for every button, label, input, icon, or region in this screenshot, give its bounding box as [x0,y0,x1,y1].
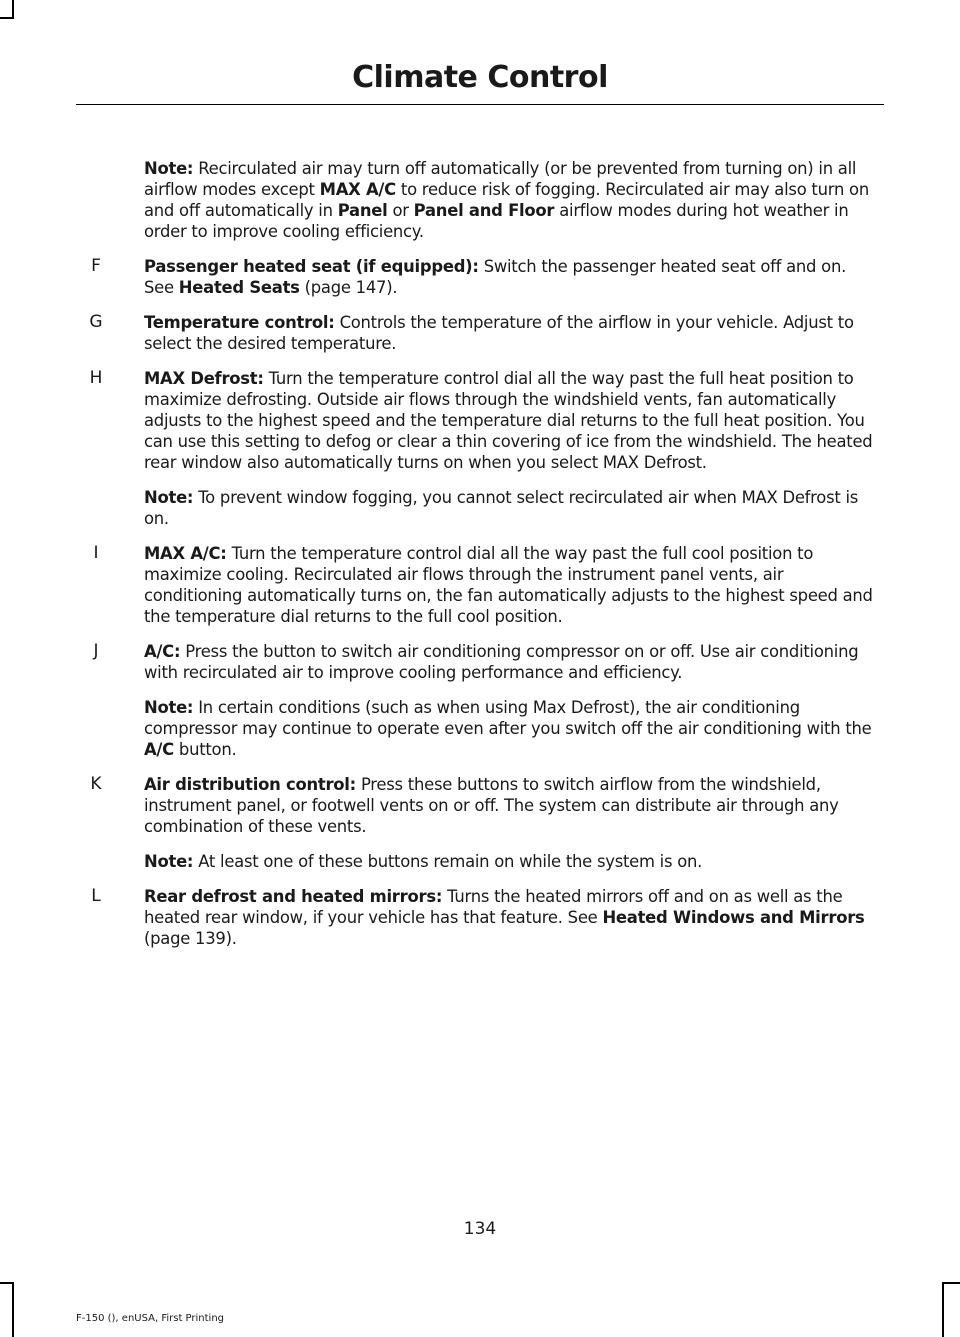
note-entry [0,487,960,529]
entry-text [144,641,874,683]
text-run: (page 139). [144,929,237,948]
entry-text [144,543,874,627]
bold-term: Note: [144,159,194,178]
bold-term: A/C: [144,642,181,661]
bold-term: Temperature control: [144,313,335,332]
text-run: button. [173,740,237,759]
bold-term: Heated Windows and Mirrors [602,908,865,927]
entry-text [144,368,874,473]
entry-text [144,256,874,298]
crop-mark-top-left [12,0,14,18]
text-run: Turn the temperature control dial all the way past the full heat position to maximize defrosting. Outside air flows through the windshield vents, fan automatically adjusts to the highest speed and the temperature dial returns to the full heat position. You can use this setting to defog or clear a thin covering of ice from the windshield. The heated rear window also automatically turns on when you select MAX Defrost. [144,369,873,472]
text-run: Recirculated air may turn off automatically (or be prevented from turning on) in all airflow modes except [144,159,857,199]
entry-letter: K [90,774,102,794]
crop-mark-bottom-left-h [0,1282,14,1284]
text-run: Press the button to switch air conditioning compressor on or off. Use air conditioning with recirculated air to improve cooling performance and efficiency. [144,642,859,682]
page-title: Climate Control [352,60,608,95]
text-run: Press these buttons to switch airflow from the windshield, instrument panel, or footwell vents on or off. The system can distribute air through any combination of these vents. [144,775,839,836]
bold-term: Heated Seats [178,278,300,297]
bold-term: Note: [144,488,194,507]
note-entry [0,851,960,872]
bold-term: Note: [144,852,194,871]
entry-g [0,312,960,354]
bold-term: MAX A/C [319,180,396,199]
text-run: At least one of these buttons remain on while the system is on. [193,852,703,871]
footer-edition: F-150 (), enUSA, First Printing [76,1313,225,1324]
text-run: To prevent window fogging, you cannot select recirculated air when MAX Defrost is on. [144,488,859,528]
entry-text [144,851,874,872]
bold-term: MAX A/C: [144,544,227,563]
entry-k [0,774,960,837]
crop-mark-bottom-left [12,1282,14,1337]
bold-term: Note: [144,698,194,717]
text-run: airflow modes during hot weather in order to improve cooling efficiency. [144,201,849,241]
bold-term: Passenger heated seat (if equipped): [144,257,479,276]
text-run: Turn the temperature control dial all the way past the full cool position to maximize cooling. Recirculated air flows through the instrument panel vents, air conditioning automatically turns on, the fan automatically adjusts to the highest speed and the temperature dial returns to the full cool position. [144,544,873,626]
bold-term: Air distribution control: [144,775,356,794]
entry-f [0,256,960,298]
text-run: Turns the heated mirrors off and on as well as the heated rear window, if your vehicle has that feature. See [144,887,843,927]
text-run: (page 147). [299,278,398,297]
bold-term: Rear defrost and heated mirrors: [144,887,443,906]
text-run: to reduce risk of fogging. Recirculated air may also turn on and off automatically in [144,180,869,220]
note-entry [0,697,960,760]
crop-mark-bottom-right-h [942,1282,960,1284]
entry-letter: J [93,641,99,661]
entry-text [144,697,874,760]
crop-mark-bottom-right [942,1282,944,1337]
entry-j [0,641,960,683]
crop-mark-top-left-h [0,17,14,19]
entry-letter: L [91,886,101,906]
entry-letter: I [93,543,99,563]
note-entry [0,158,960,242]
entry-i [0,543,960,627]
text-run: Controls the temperature of the airflow in your vehicle. Adjust to select the desired temperature. [144,313,854,353]
bold-term: Panel [337,201,388,220]
entry-text [144,487,874,529]
entry-letter: F [91,256,101,276]
control-descriptions [0,158,960,963]
entry-l [0,886,960,949]
text-run: or [387,201,414,220]
bold-term: A/C [144,740,174,759]
entry-text [144,886,874,949]
header-divider [76,104,884,105]
text-run: Switch the passenger heated seat off and on. See [144,257,847,297]
bold-term: MAX Defrost: [144,369,264,388]
entry-letter: H [89,368,103,388]
entry-text [144,158,874,242]
text-run: In certain conditions (such as when using Max Defrost), the air conditioning compressor may continue to operate even after you switch off the air conditioning with the [144,698,872,738]
entry-letter: G [89,312,103,332]
entry-text [144,774,874,837]
bold-term: Panel and Floor [413,201,555,220]
entry-h [0,368,960,473]
entry-text [144,312,874,354]
page-number: 134 [463,1219,497,1239]
